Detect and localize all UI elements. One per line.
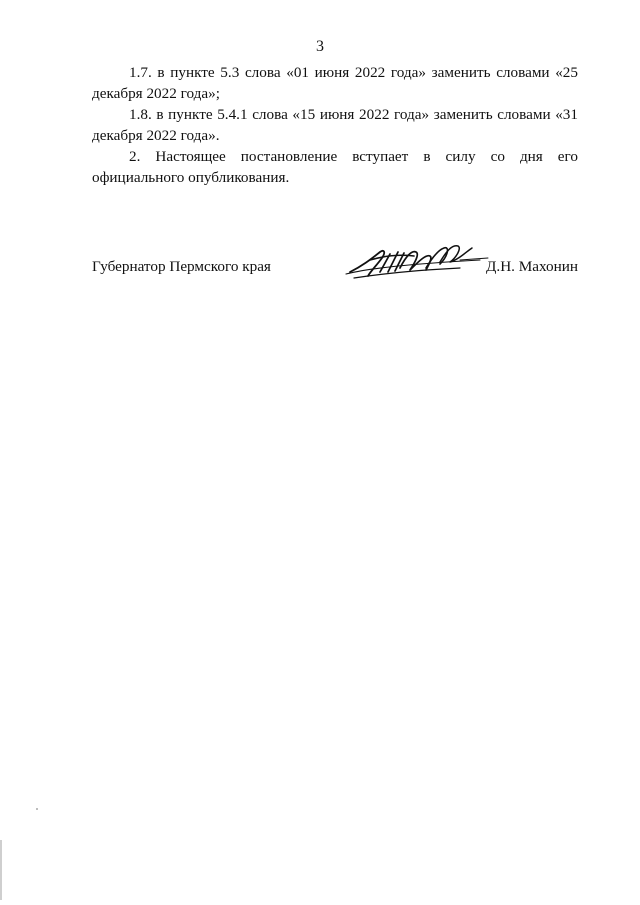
- signatory-title: Губернатор Пермского края: [92, 258, 271, 275]
- paragraph-item-1-8: 1.8. в пункте 5.4.1 слова «15 июня 2022 года» заменить словами «31 декабря 2022 года».: [92, 106, 578, 144]
- document-body: [92, 62, 578, 188]
- paragraph-effective-date: 2. Настоящее постановление вступает в силу со дня его официального опубликования.: [92, 148, 578, 186]
- page-number: 3: [316, 38, 324, 55]
- scan-artifact-dot: [36, 808, 38, 810]
- signature-block: [92, 258, 578, 282]
- signatory-name: Д.Н. Махонин: [486, 258, 578, 275]
- scan-edge-mark: [0, 840, 2, 900]
- paragraph-item-1-7: 1.7. в пункте 5.3 слова «01 июня 2022 года» заменить словами «25 декабря 2022 года»;: [92, 64, 578, 102]
